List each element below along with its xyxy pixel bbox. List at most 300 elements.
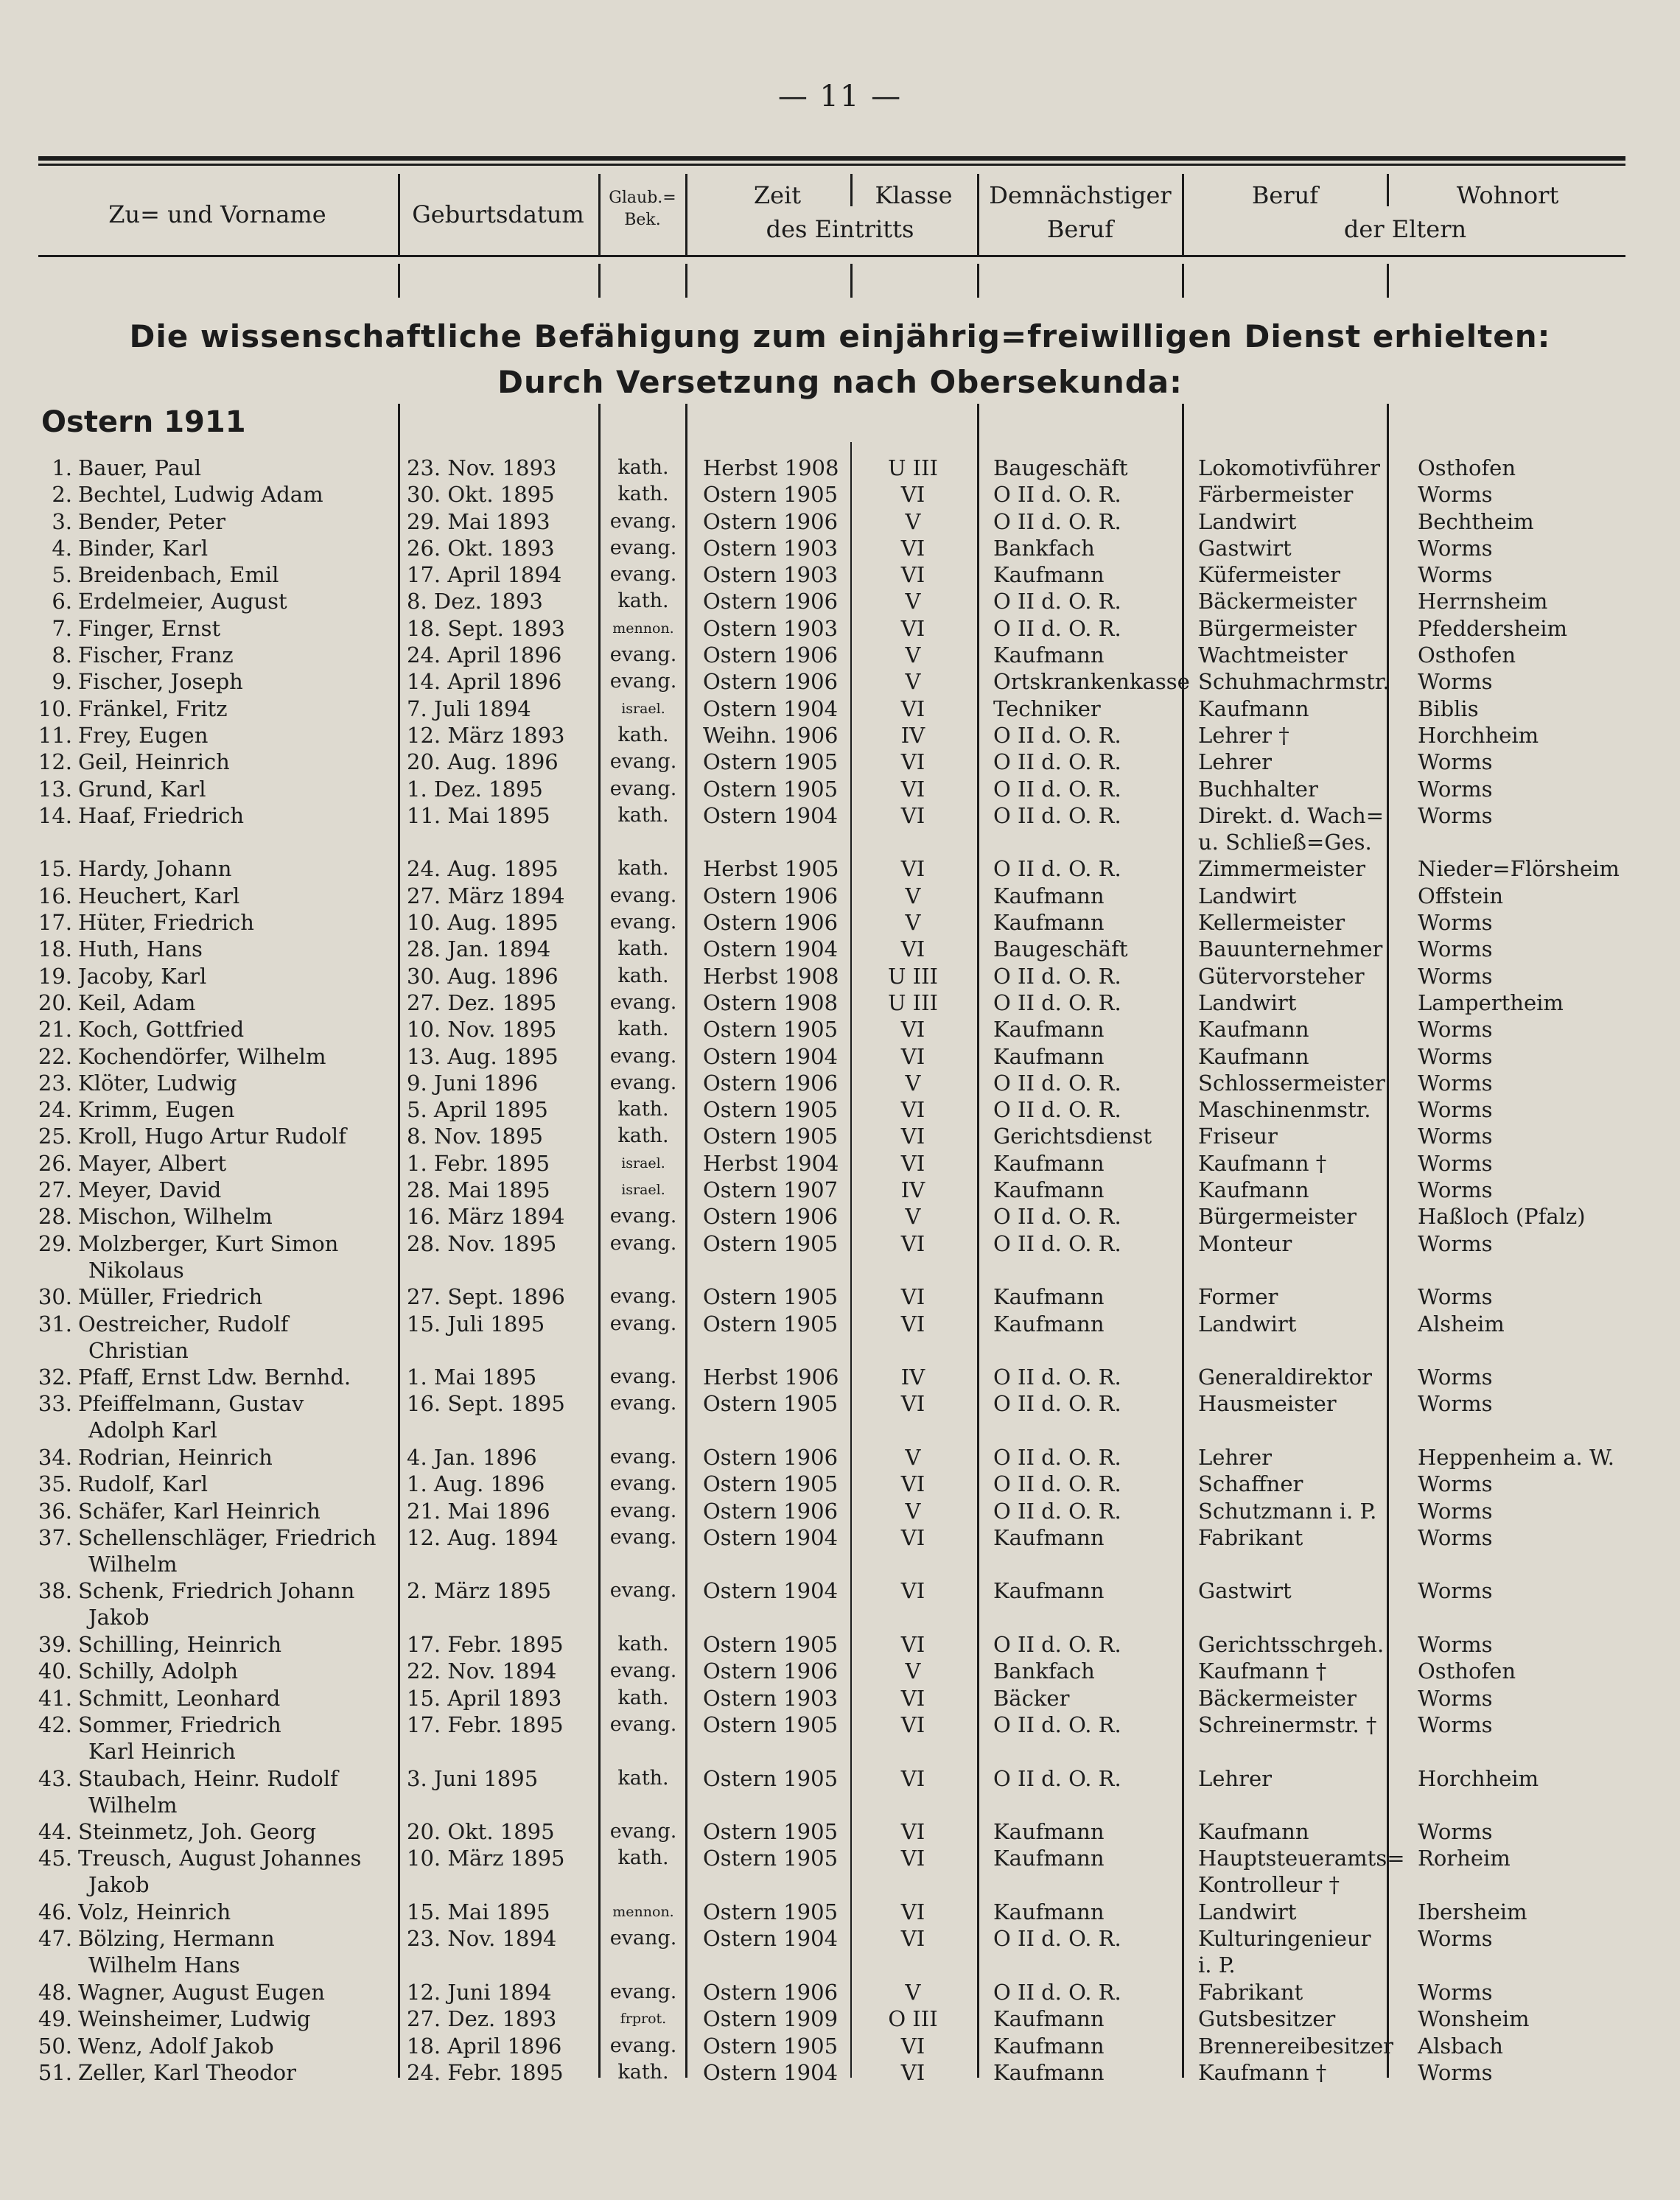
confession: kath. — [617, 964, 669, 987]
parent-occupation-line: Gütervorsteher — [1198, 963, 1365, 989]
entry-class: U III — [887, 963, 939, 989]
confession: kath. — [617, 723, 669, 746]
parent-occupation-line: Maschinenmstr. — [1198, 1097, 1371, 1123]
table-row — [0, 508, 1680, 535]
header-divider — [685, 174, 687, 255]
row-number: 5. — [52, 562, 72, 588]
birth-date: 30. Okt. 1895 — [407, 482, 555, 508]
student-name — [78, 1390, 395, 1443]
parent-occupation — [1198, 1070, 1387, 1096]
student-name — [78, 535, 395, 561]
entry-time: Ostern 1905 — [703, 1391, 839, 1417]
table-row — [0, 936, 1680, 962]
header-career-1: Demnächstiger — [989, 181, 1172, 209]
row-number: 36. — [38, 1498, 72, 1524]
confession: kath. — [617, 2060, 669, 2084]
row-number: 45. — [38, 1846, 72, 1871]
row-number: 4. — [52, 535, 72, 561]
parent-occupation — [1198, 1818, 1387, 1845]
student-name — [78, 1498, 395, 1524]
parent-occupation-line: Lehrer † — [1198, 722, 1289, 748]
row-number: 49. — [38, 2006, 72, 2032]
header-divider — [977, 174, 979, 255]
entry-class: VI — [900, 1230, 925, 1256]
confession: kath. — [617, 589, 669, 613]
residence: Worms — [1418, 1284, 1493, 1310]
student-name-line: Fischer, Franz — [78, 642, 234, 668]
table-row — [0, 1177, 1680, 1203]
row-number: 26. — [38, 1150, 72, 1176]
entry-time: Ostern 1906 — [703, 642, 839, 668]
table-row — [0, 989, 1680, 1016]
residence: Worms — [1418, 1712, 1493, 1737]
confession: evang. — [609, 1659, 677, 1683]
residence: Worms — [1418, 535, 1493, 561]
future-career: Kaufmann — [993, 1177, 1105, 1203]
parent-occupation-line: Lehrer — [1198, 1444, 1272, 1470]
entry-time: Ostern 1905 — [703, 776, 839, 802]
student-name-line: Huth, Hans — [78, 936, 203, 962]
table-row — [0, 1096, 1680, 1123]
entry-time: Ostern 1905 — [703, 1124, 839, 1149]
entry-class: IV — [900, 1365, 925, 1390]
birth-date: 12. März 1893 — [407, 722, 565, 748]
birth-date: 24. Aug. 1895 — [407, 856, 559, 882]
birth-date: 1. Mai 1895 — [407, 1365, 537, 1390]
birth-date: 23. Nov. 1893 — [407, 455, 557, 480]
header-name: Zu= und Vorname — [108, 200, 326, 228]
column-stub — [850, 264, 853, 298]
residence: Haßloch (Pfalz) — [1418, 1204, 1586, 1230]
student-name — [78, 1712, 395, 1765]
student-name — [78, 1096, 395, 1123]
table-row — [0, 1899, 1680, 1925]
future-career: O II d. O. R. — [993, 802, 1121, 828]
student-name — [78, 722, 395, 749]
entry-time: Ostern 1909 — [703, 2006, 839, 2032]
parent-occupation — [1198, 1364, 1387, 1390]
entry-time: Ostern 1906 — [703, 1658, 839, 1684]
student-name-line: Schmitt, Leonhard — [78, 1685, 281, 1711]
birth-date: 11. Mai 1895 — [407, 802, 550, 828]
parent-occupation-line: Kellermeister — [1198, 910, 1345, 936]
parent-occupation — [1198, 668, 1390, 695]
confession: evang. — [609, 1712, 677, 1736]
entry-class: VI — [900, 802, 925, 828]
birth-date: 16. Sept. 1895 — [407, 1391, 565, 1417]
student-name-line: Finger, Ernst — [78, 615, 221, 641]
confession: israel. — [621, 1182, 665, 1199]
parent-occupation-line: Hausmeister — [1198, 1391, 1337, 1417]
entry-class: VI — [900, 1899, 925, 1925]
entry-class: VI — [900, 482, 925, 508]
student-name-line: Frey, Eugen — [78, 722, 209, 748]
parent-occupation-line: Kaufmann † — [1198, 1658, 1327, 1684]
table-row — [0, 1818, 1680, 1845]
row-number: 22. — [38, 1043, 72, 1069]
table-row — [0, 776, 1680, 802]
student-name-line: Heuchert, Karl — [78, 883, 240, 908]
birth-date: 28. Mai 1895 — [407, 1177, 550, 1203]
parent-occupation — [1198, 588, 1387, 614]
student-name-line: Sommer, Friedrich — [78, 1712, 281, 1737]
entry-time: Ostern 1906 — [703, 1979, 839, 2005]
row-number: 7. — [52, 615, 72, 641]
parent-occupation-continuation: Kontrolleur † — [1198, 1872, 1340, 1898]
entry-class: VI — [900, 562, 925, 588]
birth-date: 13. Aug. 1895 — [407, 1043, 559, 1069]
table-row — [0, 2033, 1680, 2059]
future-career: O II d. O. R. — [993, 1444, 1121, 1470]
entry-time: Ostern 1905 — [703, 1284, 839, 1310]
birth-date: 15. Juli 1895 — [407, 1311, 545, 1337]
birth-date: 10. Aug. 1895 — [407, 910, 559, 936]
parent-occupation — [1198, 1390, 1387, 1417]
table-row — [0, 1390, 1680, 1444]
birth-date: 23. Nov. 1894 — [407, 1926, 557, 1952]
residence: Worms — [1418, 1230, 1493, 1256]
header-career-2: Beruf — [1046, 215, 1114, 243]
header-residence: Wohnort — [1456, 181, 1559, 209]
student-name-line: Hardy, Johann — [78, 856, 232, 882]
parent-occupation-continuation: u. Schließ=Ges. — [1198, 829, 1372, 855]
table-row — [0, 883, 1680, 909]
student-name — [78, 481, 395, 508]
entry-time: Ostern 1904 — [703, 1926, 839, 1952]
table-row — [0, 1016, 1680, 1043]
birth-date: 12. Aug. 1894 — [407, 1524, 559, 1550]
birth-date: 22. Nov. 1894 — [407, 1658, 557, 1684]
student-name — [78, 749, 395, 775]
row-number: 10. — [38, 696, 72, 721]
parent-occupation-line: Schutzmann i. P. — [1198, 1498, 1377, 1524]
row-number: 38. — [38, 1578, 72, 1604]
entry-time: Ostern 1904 — [703, 2059, 839, 2085]
student-name-line: Staubach, Heinr. Rudolf — [78, 1765, 338, 1791]
birth-date: 17. Febr. 1895 — [407, 1712, 564, 1737]
birth-date: 5. April 1895 — [407, 1097, 548, 1123]
parent-occupation — [1198, 2005, 1387, 2032]
birth-date: 24. Febr. 1895 — [407, 2059, 564, 2085]
entry-time: Ostern 1905 — [703, 2033, 839, 2059]
entry-class: VI — [900, 776, 925, 802]
parent-occupation — [1198, 1845, 1405, 1898]
table-row — [0, 1311, 1680, 1365]
residence: Bechtheim — [1418, 508, 1534, 534]
residence: Worms — [1418, 1391, 1493, 1417]
table-row — [0, 802, 1680, 856]
row-number: 15. — [38, 856, 72, 882]
row-number: 16. — [38, 883, 72, 908]
entry-class: V — [905, 1070, 921, 1096]
entry-class: VI — [900, 1632, 925, 1658]
residence: Worms — [1418, 963, 1493, 989]
entry-time: Ostern 1904 — [703, 936, 839, 962]
future-career: O II d. O. R. — [993, 1391, 1121, 1417]
row-number: 8. — [52, 642, 72, 668]
future-career: O II d. O. R. — [993, 1765, 1121, 1791]
parent-occupation — [1198, 1177, 1387, 1203]
parent-occupation-line: Küfermeister — [1198, 562, 1340, 588]
student-name — [78, 1925, 395, 1978]
parent-occupation — [1198, 855, 1387, 882]
student-name-line: Haaf, Friedrich — [78, 802, 245, 828]
entry-class: VI — [900, 1578, 925, 1604]
parent-occupation-line: Landwirt — [1198, 1899, 1297, 1925]
residence: Wonsheim — [1418, 2006, 1530, 2032]
column-stub — [398, 264, 400, 298]
parent-occupation-line: Brennereibesitzer — [1198, 2033, 1393, 2059]
residence: Worms — [1418, 1578, 1493, 1604]
table-row — [0, 535, 1680, 561]
student-name — [78, 1283, 395, 1310]
student-name-continuation: Wilhelm — [88, 1551, 178, 1577]
residence: Alsbach — [1418, 2033, 1503, 2059]
future-career: O II d. O. R. — [993, 1365, 1121, 1390]
entry-class: VI — [900, 1097, 925, 1123]
row-number: 44. — [38, 1819, 72, 1845]
entry-class: VI — [900, 535, 925, 561]
future-career: Kaufmann — [993, 2059, 1105, 2085]
student-name-continuation: Nikolaus — [88, 1257, 184, 1283]
future-career: O II d. O. R. — [993, 1926, 1121, 1952]
student-name — [78, 936, 395, 962]
parent-occupation — [1198, 642, 1387, 668]
parent-occupation-line: Schreinermstr. † — [1198, 1712, 1377, 1737]
table-row — [0, 749, 1680, 775]
table-row — [0, 1123, 1680, 1149]
birth-date: 20. Aug. 1896 — [407, 749, 559, 775]
student-name-line: Krimm, Eugen — [78, 1097, 235, 1123]
residence: Worms — [1418, 936, 1493, 962]
table-row — [0, 1845, 1680, 1899]
entry-class: VI — [900, 1043, 925, 1069]
entry-time: Ostern 1906 — [703, 910, 839, 936]
birth-date: 27. Sept. 1896 — [407, 1284, 565, 1310]
confession: kath. — [617, 857, 669, 880]
table-row — [0, 2005, 1680, 2032]
entry-time: Herbst 1908 — [703, 455, 839, 480]
residence: Worms — [1418, 1926, 1493, 1952]
confession: evang. — [609, 2033, 677, 2057]
entry-time: Ostern 1905 — [703, 1819, 839, 1845]
entry-time: Ostern 1906 — [703, 1204, 839, 1230]
parent-occupation-line: Bürgermeister — [1198, 1204, 1357, 1230]
parent-occupation-line: Fabrikant — [1198, 1979, 1303, 2005]
parent-occupation-line: Schlossermeister — [1198, 1070, 1385, 1096]
residence: Worms — [1418, 1632, 1493, 1658]
header-top-rule-thin — [38, 164, 1625, 166]
student-name-line: Schellenschläger, Friedrich — [78, 1524, 377, 1550]
row-number: 43. — [38, 1765, 72, 1791]
entry-time: Ostern 1905 — [703, 1230, 839, 1256]
parent-occupation — [1198, 936, 1387, 962]
future-career: O II d. O. R. — [993, 1070, 1121, 1096]
parent-occupation-line: Gastwirt — [1198, 1578, 1292, 1604]
parent-occupation-line: Kaufmann — [1198, 1017, 1309, 1043]
student-name — [78, 1444, 395, 1471]
birth-date: 8. Dez. 1893 — [407, 589, 543, 614]
confession: evang. — [609, 1044, 677, 1068]
student-name-continuation: Jakob — [88, 1605, 150, 1630]
entry-time: Ostern 1905 — [703, 482, 839, 508]
entry-time: Ostern 1908 — [703, 989, 839, 1015]
future-career: Kaufmann — [993, 1819, 1105, 1845]
parent-occupation — [1198, 1203, 1387, 1230]
birth-date: 2. März 1895 — [407, 1578, 552, 1604]
table-row — [0, 722, 1680, 749]
header-divider — [850, 174, 853, 206]
student-name — [78, 1845, 395, 1898]
row-number: 40. — [38, 1658, 72, 1684]
birth-date: 15. April 1893 — [407, 1685, 562, 1711]
parent-occupation-line: Buchhalter — [1198, 776, 1318, 802]
entry-class: VI — [900, 749, 925, 775]
student-name-continuation: Christian — [88, 1337, 189, 1363]
entry-class: IV — [900, 1177, 925, 1203]
confession: evang. — [609, 1445, 677, 1468]
parent-occupation — [1198, 1444, 1387, 1471]
parent-occupation-line: Hauptsteueramts= — [1198, 1846, 1405, 1871]
entry-class: VI — [900, 1311, 925, 1337]
student-name-line: Kroll, Hugo Artur Rudolf — [78, 1124, 346, 1149]
student-name — [78, 855, 395, 882]
parent-occupation — [1198, 1150, 1387, 1177]
parent-occupation — [1198, 1658, 1387, 1684]
parent-occupation-line: Schuhmachrmstr. — [1198, 669, 1390, 695]
entry-time: Ostern 1906 — [703, 589, 839, 614]
parent-occupation — [1198, 615, 1387, 642]
student-name — [78, 1150, 395, 1177]
student-name-line: Jacoby, Karl — [78, 963, 207, 989]
confession: evang. — [609, 1285, 677, 1309]
parent-occupation — [1198, 749, 1387, 775]
student-name — [78, 1899, 395, 1925]
parent-occupation — [1198, 883, 1387, 909]
entry-class: VI — [900, 1391, 925, 1417]
student-name-line: Klöter, Ludwig — [78, 1070, 237, 1096]
entry-class: VI — [900, 1846, 925, 1871]
table-row — [0, 615, 1680, 642]
residence: Worms — [1418, 1471, 1493, 1497]
row-number: 12. — [38, 749, 72, 775]
future-career: Kaufmann — [993, 1578, 1105, 1604]
future-career: Ortskrankenkasse — [993, 669, 1190, 695]
entry-time: Herbst 1906 — [703, 1365, 839, 1390]
entry-time: Ostern 1904 — [703, 802, 839, 828]
entry-class: V — [905, 1979, 921, 2005]
student-name-line: Wagner, August Eugen — [78, 1979, 325, 2005]
confession: israel. — [621, 700, 665, 717]
parent-occupation-line: Gerichtsschrgeh. — [1198, 1632, 1385, 1658]
parent-occupation-line: Wachtmeister — [1198, 642, 1348, 668]
entry-class: VI — [900, 2059, 925, 2085]
confession: kath. — [617, 1846, 669, 1870]
residence: Pfeddersheim — [1418, 615, 1568, 641]
parent-occupation-line: Fabrikant — [1198, 1524, 1303, 1550]
row-number: 34. — [38, 1444, 72, 1470]
entry-time: Ostern 1906 — [703, 1498, 839, 1524]
student-name — [78, 1177, 395, 1203]
confession: evang. — [609, 777, 677, 800]
table-row — [0, 588, 1680, 614]
row-number: 14. — [38, 802, 72, 828]
student-name-continuation: Adolph Karl — [88, 1418, 217, 1443]
residence: Worms — [1418, 1097, 1493, 1123]
parent-occupation-line: Landwirt — [1198, 883, 1297, 908]
entry-time: Ostern 1904 — [703, 696, 839, 721]
entry-class: VI — [900, 1819, 925, 1845]
future-career: Techniker — [993, 696, 1101, 721]
header-divider — [1182, 174, 1184, 255]
birth-date: 18. April 1896 — [407, 2033, 562, 2059]
student-name-line: Koch, Gottfried — [78, 1017, 245, 1043]
student-name — [78, 909, 395, 936]
student-name — [78, 1203, 395, 1230]
student-name — [78, 561, 395, 588]
future-career: O II d. O. R. — [993, 508, 1121, 534]
student-name-line: Bechtel, Ludwig Adam — [78, 482, 323, 508]
student-name — [78, 1631, 395, 1658]
parent-occupation-continuation: i. P. — [1198, 1952, 1236, 1978]
future-career: O II d. O. R. — [993, 1097, 1121, 1123]
entry-time: Ostern 1904 — [703, 1524, 839, 1550]
student-name-line: Rudolf, Karl — [78, 1471, 209, 1497]
birth-date: 9. Juni 1896 — [407, 1070, 539, 1096]
birth-date: 24. April 1896 — [407, 642, 562, 668]
future-career: Kaufmann — [993, 1524, 1105, 1550]
header-entry-common: des Eintritts — [766, 215, 914, 243]
birth-date: 15. Mai 1895 — [407, 1899, 550, 1925]
student-name-line: Rodrian, Heinrich — [78, 1444, 273, 1470]
entry-time: Ostern 1905 — [703, 1899, 839, 1925]
table-row — [0, 1631, 1680, 1658]
student-name — [78, 2005, 395, 2032]
entry-time: Herbst 1908 — [703, 963, 839, 989]
parent-occupation — [1198, 1230, 1387, 1257]
confession: evang. — [609, 1499, 677, 1522]
student-name-line: Treusch, August Johannes — [78, 1846, 362, 1871]
future-career: O II d. O. R. — [993, 856, 1121, 882]
parent-occupation — [1198, 696, 1387, 722]
future-career: O II d. O. R. — [993, 722, 1121, 748]
confession: evang. — [609, 1071, 677, 1094]
birth-date: 28. Jan. 1894 — [407, 936, 551, 962]
student-name — [78, 615, 395, 642]
student-name — [78, 588, 395, 614]
entry-class: V — [905, 910, 921, 936]
row-number: 50. — [38, 2033, 72, 2059]
entry-time: Weihn. 1906 — [703, 722, 839, 748]
birth-date: 20. Okt. 1895 — [407, 1819, 555, 1845]
residence: Horchheim — [1418, 722, 1539, 748]
future-career: Kaufmann — [993, 1150, 1105, 1176]
entry-class: VI — [900, 1284, 925, 1310]
future-career: Gerichtsdienst — [993, 1124, 1152, 1149]
entry-class: V — [905, 1658, 921, 1684]
row-number: 23. — [38, 1070, 72, 1096]
future-career: Kaufmann — [993, 1017, 1105, 1043]
section-title: Ostern 1911 — [41, 405, 246, 439]
student-name — [78, 1043, 395, 1070]
parent-occupation — [1198, 1712, 1387, 1738]
row-number: 47. — [38, 1926, 72, 1952]
student-name-line: Schilly, Adolph — [78, 1658, 239, 1684]
residence: Heppenheim a. W. — [1418, 1444, 1614, 1470]
student-name — [78, 883, 395, 909]
residence: Worms — [1418, 1365, 1493, 1390]
parent-occupation — [1198, 1685, 1387, 1712]
